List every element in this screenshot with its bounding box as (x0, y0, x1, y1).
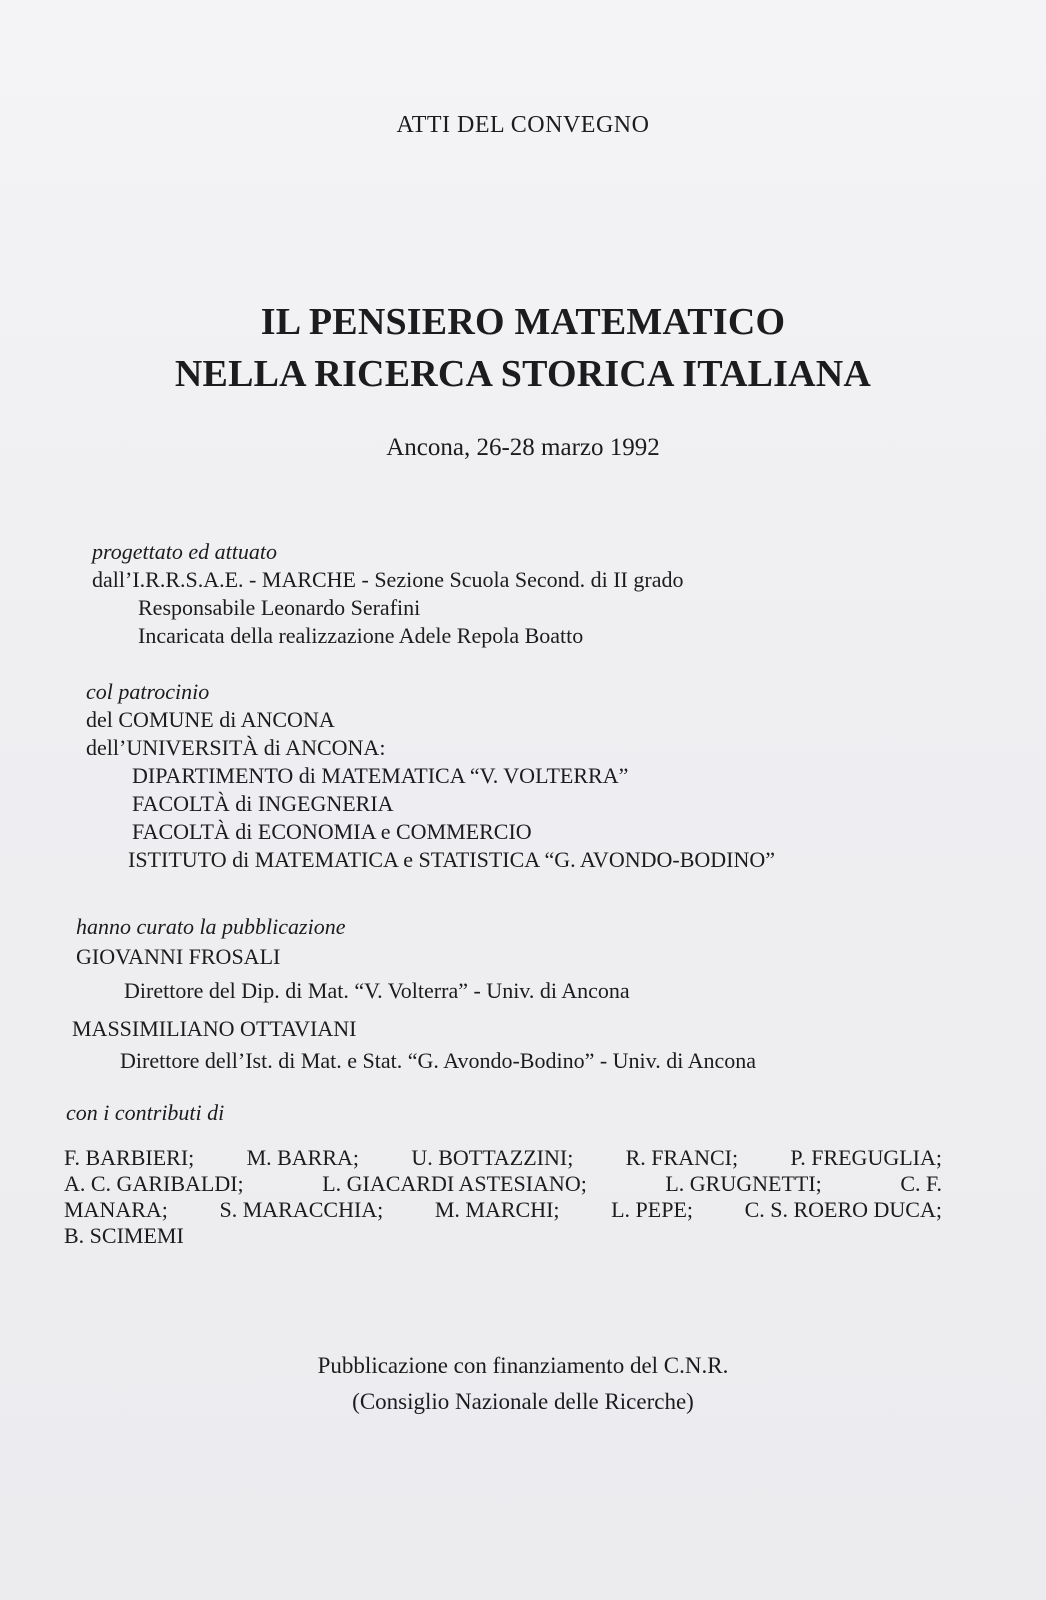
patronage-section (86, 678, 775, 874)
project-section (92, 538, 683, 650)
patronage-heading: col patrocinio (86, 679, 210, 704)
contributors-heading: con i contributi di (66, 1100, 225, 1125)
funding-note: Pubblicazione con finanziamento del C.N.R. (317, 1353, 729, 1378)
contributor-name: U. BOTTAZZINI; (411, 1145, 574, 1170)
editors-heading: hanno curato la pubblicazione (76, 914, 346, 939)
funding-note-detail: (Consiglio Nazionale delle Ricerche) (352, 1389, 694, 1414)
project-assigned: Incaricata della realizzazione Adele Repola Boatto (138, 623, 584, 648)
project-heading: progettato ed attuato (92, 539, 277, 564)
editor-role: Direttore del Dip. di Mat. “V. Volterra” - Univ. di Ancona (124, 978, 630, 1003)
patronage-line: del COMUNE di ANCONA (86, 707, 335, 732)
department-item: ISTITUTO di MATEMATICA e STATISTICA “G. AVONDO-BODINO” (128, 847, 776, 872)
contributor-name: M. BARRA; (246, 1145, 360, 1170)
contributor-name: C. S. ROERO DUCA; (744, 1197, 942, 1222)
contributor-name: A. C. GARIBALDI; (64, 1171, 244, 1196)
contributor-name: C. F. (900, 1171, 942, 1196)
contributors-row (64, 1171, 942, 1197)
contributors-row (64, 1145, 942, 1171)
series-label: ATTI DEL CONVEGNO (396, 112, 650, 138)
place-date: Ancona, 26-28 marzo 1992 (386, 434, 660, 461)
editor-name: MASSIMILIANO OTTAVIANI (72, 1016, 357, 1041)
contributor-name: M. MARCHI; (434, 1197, 560, 1222)
contributor-name: S. MARACCHIA; (219, 1197, 384, 1222)
editor-role: Direttore dell’Ist. di Mat. e Stat. “G. Avondo-Bodino” - Univ. di Ancona (120, 1048, 757, 1073)
department-item: FACOLTÀ di ECONOMIA e COMMERCIO (132, 819, 532, 844)
contributor-name: F. BARBIERI; (64, 1145, 195, 1170)
contributor-name: L. PEPE; (611, 1197, 693, 1222)
contributors-list (64, 1145, 944, 1249)
contributor-name: L. GRUGNETTI; (665, 1171, 822, 1196)
project-responsible: Responsabile Leonardo Serafini (138, 595, 421, 620)
contributor-name: P. FREGUGLIA; (790, 1145, 942, 1170)
contributor-name: R. FRANCI; (625, 1145, 739, 1170)
contributor-name: MANARA; (64, 1197, 168, 1222)
contributor-name: L. GIACARDI ASTESIANO; (322, 1171, 587, 1196)
editor-name: GIOVANNI FROSALI (76, 944, 281, 969)
department-item: FACOLTÀ di INGEGNERIA (132, 791, 394, 816)
title-line-1: IL PENSIERO MATEMATICO (260, 301, 786, 343)
patronage-line: dell’UNIVERSITÀ di ANCONA: (86, 735, 386, 760)
contributor-name: B. SCIMEMI (64, 1223, 184, 1248)
project-by: dall’I.R.R.S.A.E. - MARCHE - Sezione Scuola Second. di II grado (92, 567, 684, 592)
contributors-row (64, 1197, 942, 1223)
department-item: DIPARTIMENTO di MATEMATICA “V. VOLTERRA” (132, 763, 629, 788)
editors-section (72, 912, 757, 1076)
title-line-2: NELLA RICERCA STORICA ITALIANA (174, 353, 872, 395)
